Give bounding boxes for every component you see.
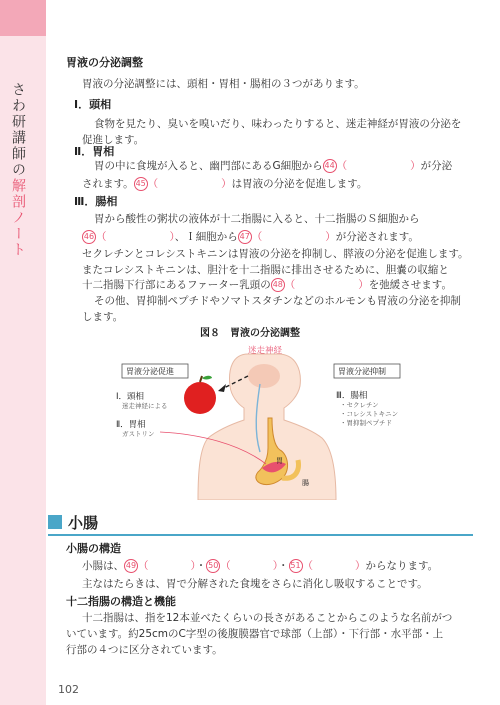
small-intestine-line1 bbox=[82, 558, 438, 573]
sidebar bbox=[0, 0, 46, 705]
phase-intestinal-line4: またコレシストキニンは、胆汁を十二指腸に排出させるために、胆嚢の収縮と bbox=[82, 264, 449, 276]
phase-intestinal-line5 bbox=[82, 277, 452, 292]
sidebar-title-a: さわ研講師の bbox=[10, 82, 26, 178]
sidebar-title bbox=[8, 82, 28, 258]
phase-intestinal-line2-a: 、Ｉ細胞から bbox=[174, 231, 238, 243]
figure-caption: 図８ 胃液の分泌調整 bbox=[200, 328, 300, 339]
label-gastric-sub: ガストリン bbox=[122, 430, 155, 438]
phase-intestinal-line2 bbox=[82, 229, 419, 244]
label-head-sub: 迷走神経による bbox=[122, 402, 168, 410]
section-band-small-intestine bbox=[48, 512, 468, 532]
sidebar-title-b: 解剖ノート bbox=[10, 178, 26, 258]
blank-48[interactable]: （ ） bbox=[284, 279, 369, 291]
blank-number-47: 47 bbox=[238, 230, 252, 244]
label-promote: 胃液分泌促進 bbox=[126, 367, 174, 376]
intestinal-item-2: ・コレシストキニン bbox=[340, 410, 399, 418]
blank-50[interactable]: （ ） bbox=[220, 560, 278, 572]
blank-47[interactable]: （ ） bbox=[251, 231, 336, 243]
label-gastric-phase: Ⅱ．胃相 bbox=[116, 420, 146, 430]
phase-head-title: Ⅰ．頭相 bbox=[74, 98, 112, 111]
section-square-icon bbox=[48, 515, 62, 529]
label-duodenum: 腸 bbox=[302, 479, 309, 487]
sight-arrow-head bbox=[218, 384, 226, 392]
phase-head-line2: 促進します。 bbox=[82, 134, 145, 146]
page-number: 102 bbox=[58, 683, 79, 696]
sidebar-band bbox=[0, 0, 46, 36]
blank-number-44: 44 bbox=[323, 159, 337, 173]
blank-44[interactable]: （ ） bbox=[336, 160, 421, 172]
phase-gastric-line1 bbox=[94, 158, 452, 173]
phase-gastric-line1-b: が分泌 bbox=[420, 160, 453, 172]
phase-gastric-line1-a: 胃の中に食塊が入ると、幽門部にあるG細胞から bbox=[94, 160, 323, 172]
blank-45[interactable]: （ ） bbox=[147, 178, 232, 190]
label-vagus-nerve: 迷走神経 bbox=[248, 346, 283, 356]
phase-gastric-line2-b: は胃液の分泌を促進します。 bbox=[231, 178, 368, 190]
label-stomach: 胃 bbox=[276, 457, 283, 465]
phase-intestinal-line7: します。 bbox=[82, 311, 124, 323]
label-intestinal-phase: Ⅲ．腸相 bbox=[336, 391, 368, 401]
phase-gastric-title: Ⅱ．胃相 bbox=[74, 145, 115, 158]
phase-intestinal-line3: セクレチンとコレシストキニンは胃液の分泌を抑制し、膵液の分泌を促進します。 bbox=[82, 248, 469, 260]
apple bbox=[184, 382, 216, 414]
label-head-phase: Ⅰ．頭相 bbox=[116, 392, 145, 402]
intestinal-item-1: ・セクレチン bbox=[340, 401, 379, 409]
phase-gastric-line2-a: されます。 bbox=[82, 178, 134, 190]
brain bbox=[248, 364, 280, 388]
duodenum-line3: 行部の４つに区分されています。 bbox=[66, 644, 223, 656]
label-inhibit: 胃液分泌抑制 bbox=[338, 367, 386, 376]
phase-intestinal-line1: 胃から酸性の粥状の液体が十二指腸に入ると、十二指腸のＳ細胞から bbox=[94, 213, 420, 225]
blank-number-50: 50 bbox=[206, 559, 220, 573]
apple-leaf bbox=[202, 376, 212, 380]
section-divider bbox=[48, 534, 473, 536]
blank-49[interactable]: （ ） bbox=[138, 560, 196, 572]
gastric-intro: 胃液の分泌調整には、頭相・胃相・腸相の３つがあります。 bbox=[82, 78, 365, 90]
blank-number-46: 46 bbox=[82, 230, 96, 244]
blank-number-45: 45 bbox=[134, 177, 148, 191]
phase-intestinal-line5-b: を弛緩させます。 bbox=[368, 279, 452, 291]
blank-number-49: 49 bbox=[124, 559, 138, 573]
phase-intestinal-line2-b: が分泌されます。 bbox=[335, 231, 419, 243]
phase-gastric-line2 bbox=[82, 176, 367, 191]
blank-number-51: 51 bbox=[289, 559, 303, 573]
separator-1: ・ bbox=[195, 560, 207, 572]
small-intestine-line2: 主なはたらきは、胃で分解された食塊をさらに消化し吸収することです。 bbox=[82, 578, 428, 590]
phase-intestinal-line6: その他、胃抑制ペプチドやソマトスタチンなどのホルモンも胃液の分泌を抑制 bbox=[94, 295, 461, 307]
section-heading-gastric: 胃液の分泌調整 bbox=[66, 56, 143, 69]
small-intestine-line1-a: 小腸は、 bbox=[82, 560, 124, 572]
blank-number-48: 48 bbox=[271, 278, 285, 292]
duodenum-line2: いています。約25cmのC字型の後腹膜器官で球部（上部）・下行部・水平部・上 bbox=[66, 628, 444, 640]
heading-duodenum: 十二指腸の構造と機能 bbox=[66, 595, 176, 608]
intestinal-item-3: ・胃抑制ペプチド bbox=[340, 419, 392, 427]
duodenum-line1: 十二指腸は、指を12本並べたくらいの長さがあることからこのような名前がつ bbox=[82, 612, 453, 624]
blank-51[interactable]: （ ） bbox=[302, 560, 366, 572]
separator-2: ・ bbox=[278, 560, 289, 572]
phase-head-line1: 食物を見たり、臭いを嗅いだり、味わったりすると、迷走神経が胃液の分泌を bbox=[94, 118, 462, 130]
phase-intestinal-title: Ⅲ．腸相 bbox=[74, 195, 118, 208]
blank-46[interactable]: （ ） bbox=[96, 231, 175, 243]
section-title-small-intestine: 小腸 bbox=[68, 514, 99, 532]
small-intestine-line1-b: からなります。 bbox=[365, 560, 439, 572]
heading-structure: 小腸の構造 bbox=[66, 542, 121, 555]
phase-intestinal-line5-a: 十二指腸下行部にあるファーター乳頭の bbox=[82, 279, 271, 291]
apple-stem bbox=[200, 376, 202, 382]
